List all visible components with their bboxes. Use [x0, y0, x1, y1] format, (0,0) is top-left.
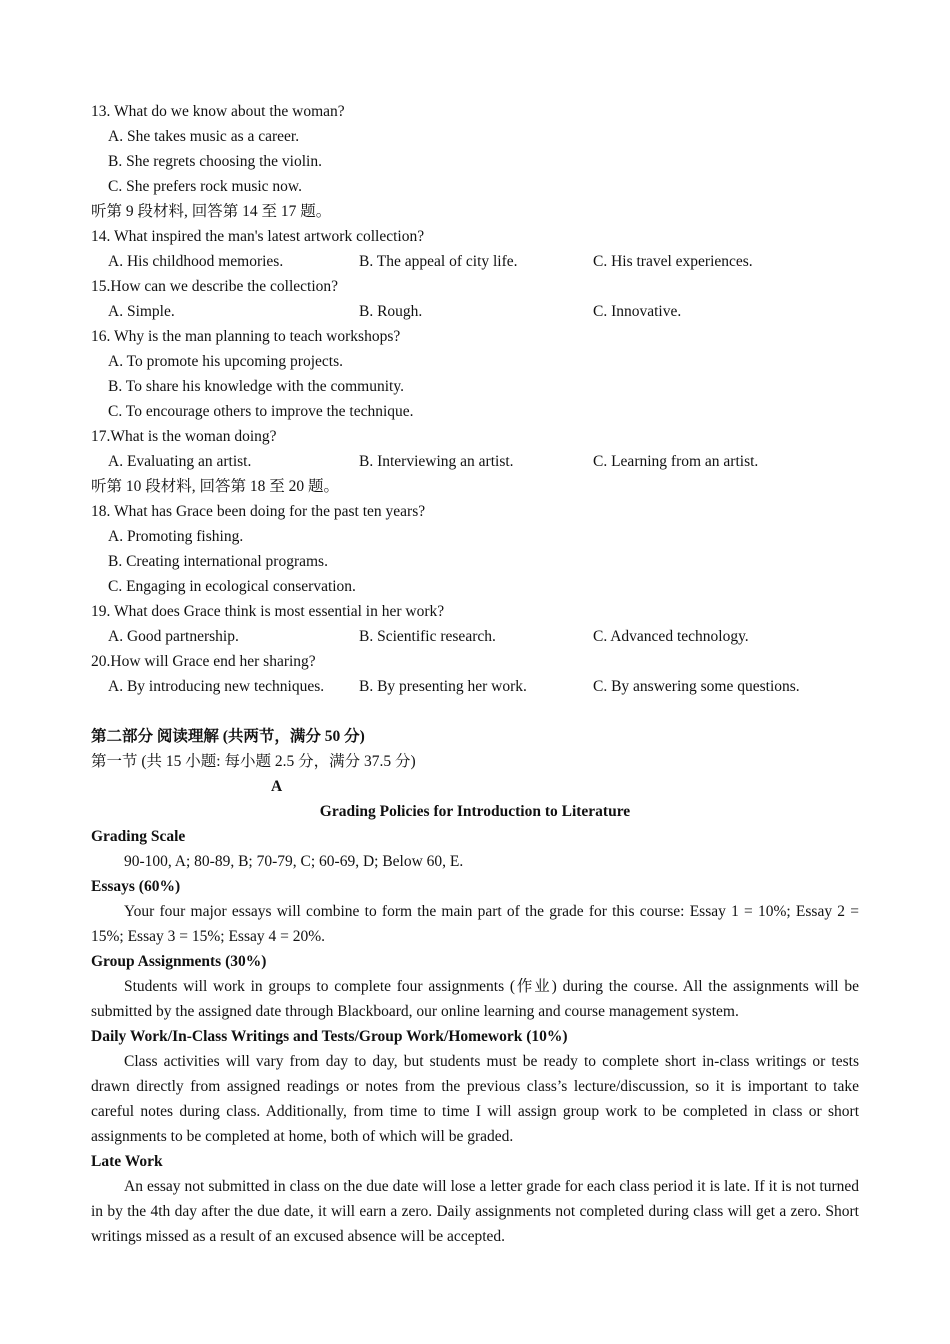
- question-14-options: [91, 249, 859, 274]
- group-assignments-text: Students will work in groups to complete four assignments (作业) during the course. All the assignments will be submitted by the assigned date through Blackboard, our online learning and course management system.: [91, 978, 859, 1020]
- question-16: 16. Why is the man planning to teach workshops?: [91, 328, 401, 345]
- question-17-option-b: B. Interviewing an artist.: [359, 453, 514, 470]
- question-17-options: [91, 449, 859, 474]
- group-assignments-heading: Group Assignments (30%): [91, 953, 267, 970]
- question-20-option-a: A. By introducing new techniques.: [108, 678, 325, 695]
- exam-page: [91, 99, 859, 1249]
- question-20-options: [91, 674, 859, 699]
- question-19-options: [91, 624, 859, 649]
- question-16-option-a: A. To promote his upcoming projects.: [108, 353, 343, 370]
- question-14-option-c: C. His travel experiences.: [593, 253, 753, 270]
- question-20: 20.How will Grace end her sharing?: [91, 653, 316, 670]
- question-13-option-c: C. She prefers rock music now.: [108, 178, 302, 195]
- passage-letter: A: [271, 778, 283, 795]
- question-14-option-a: A. His childhood memories.: [108, 253, 284, 270]
- question-13: 13. What do we know about the woman?: [91, 103, 345, 120]
- question-20-option-c: C. By answering some questions.: [593, 678, 800, 695]
- section-one-title: 第一节 (共 15 小题: 每小题 2.5 分，满分 37.5 分): [91, 753, 416, 770]
- question-13-option-b: B. She regrets choosing the violin.: [108, 153, 322, 170]
- question-13-option-a: A. She takes music as a career.: [108, 128, 300, 145]
- passage-title: Grading Policies for Introduction to Literature: [319, 803, 631, 820]
- question-15: 15.How can we describe the collection?: [91, 278, 339, 295]
- question-17: 17.What is the woman doing?: [91, 428, 277, 445]
- question-14: 14. What inspired the man's latest artwork collection?: [91, 228, 425, 245]
- question-14-option-b: B. The appeal of city life.: [359, 253, 518, 270]
- question-20-option-b: B. By presenting her work.: [359, 678, 527, 695]
- question-19-option-b: B. Scientific research.: [359, 628, 496, 645]
- question-16-option-b: B. To share his knowledge with the community.: [108, 378, 404, 395]
- spacer: [91, 699, 859, 724]
- daily-work-text: Class activities will vary from day to day, but students must be ready to complete short in-class writings or tests drawn directly from assigned readings or notes from the previous class’s lecture/discussion, so it is important to take careful notes during class. Additionally, from time to time I will assign group work to be completed in class or short assignments to be completed at home, both of which will be graded.: [91, 1053, 859, 1145]
- question-17-option-c: C. Learning from an artist.: [593, 453, 759, 470]
- question-16-option-c: C. To encourage others to improve the technique.: [108, 403, 414, 420]
- question-19: 19. What does Grace think is most essential in her work?: [91, 603, 445, 620]
- part-two-title: 第二部分 阅读理解 (共两节，满分 50 分): [91, 728, 365, 745]
- question-18-option-a: A. Promoting fishing.: [108, 528, 244, 545]
- question-18-option-c: C. Engaging in ecological conservation.: [108, 578, 356, 595]
- question-15-options: [91, 299, 859, 324]
- question-19-option-c: C. Advanced technology.: [593, 628, 749, 645]
- section-10-instruction: 听第 10 段材料, 回答第 18 至 20 题。: [91, 478, 340, 495]
- grading-scale-heading: Grading Scale: [91, 828, 186, 845]
- section-9-instruction: 听第 9 段材料, 回答第 14 至 17 题。: [91, 203, 332, 220]
- late-work-text: An essay not submitted in class on the due date will lose a letter grade for each class period it is late. If it is not turned in by the 4th day after the due date, it will earn a zero. Daily assignments not completed during class will get a zero. Short writings missed as a result of an excused absence will be accepted.: [91, 1178, 859, 1245]
- grading-scale-text: 90-100, A; 80-89, B; 70-79, C; 60-69, D; Below 60, E.: [124, 853, 464, 870]
- question-15-option-c: C. Innovative.: [593, 303, 682, 320]
- question-19-option-a: A. Good partnership.: [108, 628, 239, 645]
- question-17-option-a: A. Evaluating an artist.: [108, 453, 252, 470]
- daily-work-heading: Daily Work/In-Class Writings and Tests/Group Work/Homework (10%): [91, 1028, 568, 1045]
- question-18: 18. What has Grace been doing for the past ten years?: [91, 503, 426, 520]
- question-15-option-a: A. Simple.: [108, 303, 175, 320]
- question-18-option-b: B. Creating international programs.: [108, 553, 328, 570]
- late-work-heading: Late Work: [91, 1153, 163, 1170]
- essays-text: Your four major essays will combine to form the main part of the grade for this course: Essay 1 = 10%; Essay 2 = 15%; Essay 3 = 15%; Essay 4 = 20%.: [91, 903, 859, 945]
- essays-heading: Essays (60%): [91, 878, 181, 895]
- question-15-option-b: B. Rough.: [359, 303, 423, 320]
